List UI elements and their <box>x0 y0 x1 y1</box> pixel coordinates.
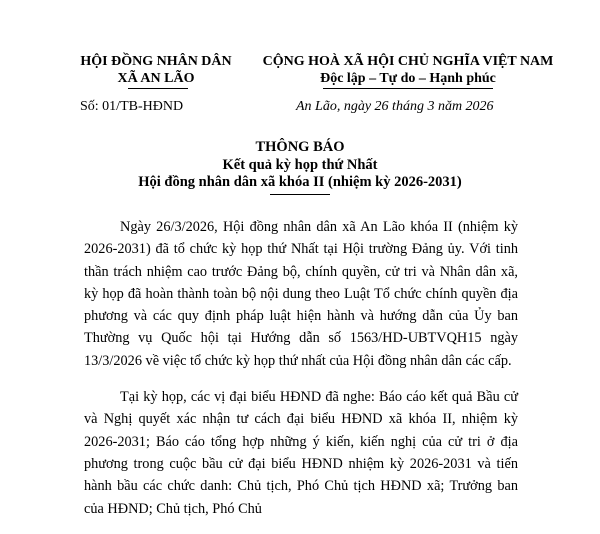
document-number: Số: 01/TB-HĐND <box>80 99 184 114</box>
commune-name: XÃ AN LÃO <box>117 71 195 86</box>
place-and-date: An Lão, ngày 26 tháng 3 năm 2026 <box>296 99 494 114</box>
body-paragraph-1: Ngày 26/3/2026, Hội đồng nhân dân xã An Lão khóa II (nhiệm kỳ 2026-2031) đã tổ chức kỳ họp thứ Nhất tại Hội trường Đảng ủy. Với tinh thần trách nhiệm cao trước Đảng bộ, chính quyền, cử tri và Nhân dân xã, kỳ họp đã hoàn thành toàn bộ nội dung theo Luật Tổ chức chính quyền địa phương và các quy định pháp luật hiện hành và hướng dẫn của Ủy ban Thường vụ Quốc hội tại Hướng dẫn số 1563/HD-UBTVQH15 ngày 13/3/2026 về việc tổ chức kỳ họp thứ nhất của Hội đồng nhân dân các cấp. <box>84 219 518 369</box>
document-subject: Kết quả kỳ họp thứ Nhất <box>222 156 378 173</box>
country-name: CỘNG HOÀ XÃ HỘI CHỦ NGHĨA VIỆT NAM <box>262 54 554 69</box>
document-subject-detail: Hội đồng nhân dân xã khóa II (nhiệm kỳ 2026-2031) <box>138 174 462 190</box>
organization-underline <box>128 88 188 89</box>
document-body <box>84 216 518 534</box>
organization-name: HỘI ĐỒNG NHÂN DÂN <box>80 54 232 69</box>
issuing-organization <box>76 53 236 87</box>
body-paragraph-2: Tại kỳ họp, các vị đại biểu HĐND đã nghe: Báo cáo kết quả Bầu cử và Nghị quyết xác nhận tư cách đại biểu HĐND xã khóa II, nhiệm kỳ 2026-2031; Báo cáo tổng hợp những ý kiến, kiến nghị của cử tri ở địa phương trong cuộc bầu cử đại biểu HĐND nhiệm kỳ 2026-2031 và tiến hành bầu các chức danh: Chủ tịch, Phó Chủ tịch HĐND xã; Trưởng ban của HĐND; Chủ tịch, Phó Chủ <box>84 389 518 517</box>
national-motto: Độc lập – Tự do – Hạnh phúc <box>320 71 496 86</box>
national-title <box>258 53 558 87</box>
document-type: THÔNG BÁO <box>255 139 345 155</box>
title-underline <box>270 194 330 195</box>
document-title <box>100 139 500 192</box>
motto-underline <box>323 88 493 89</box>
